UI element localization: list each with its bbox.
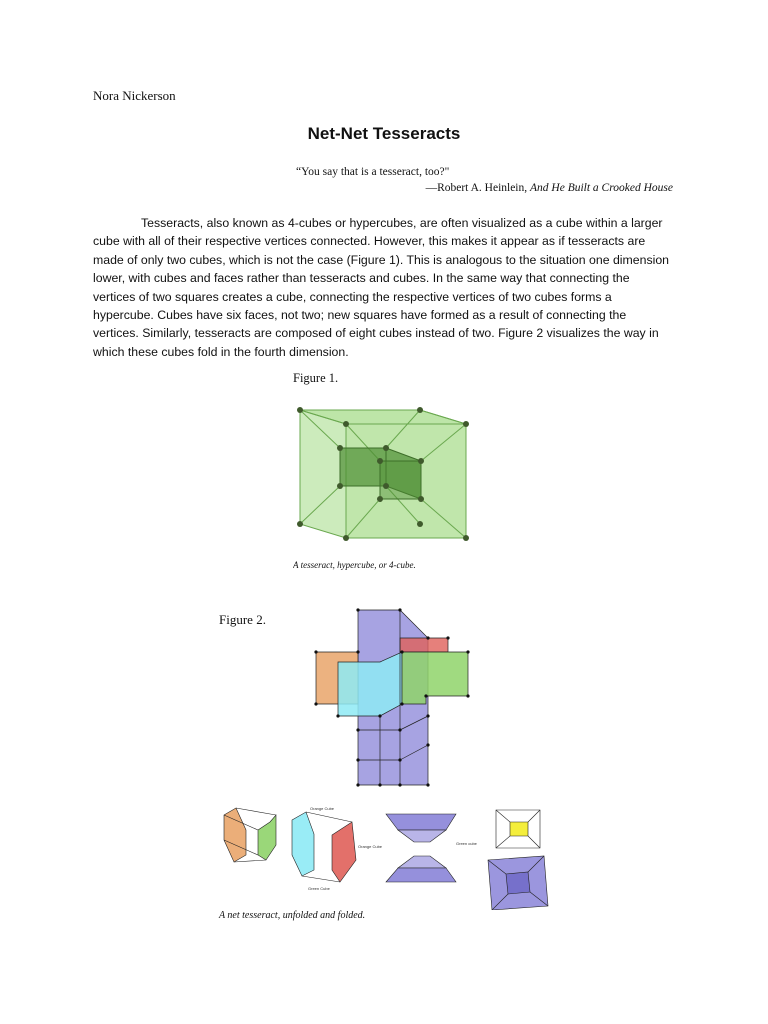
figure2-label: Figure 2. — [219, 612, 266, 627]
red-cube-shape — [400, 638, 448, 652]
author-name: Nora Nickerson — [93, 88, 176, 103]
attribution-author: —Robert A. Heinlein, — [425, 182, 531, 194]
document-title: Net-Net Tesseracts — [307, 124, 461, 143]
figure1-label: Figure 1. — [293, 371, 339, 385]
red-folded-shape — [332, 822, 356, 882]
body-paragraph: Tesseracts, also known as 4-cubes or hypercubes, are often visualized as a cube within a larger cube with all of their respective vertices connected. However, this makes it appear as if tesseracts are made of only two cubes, which is not the case (Figure 1). This is analogous to the situation one dimension lower, with cubes and faces rather than tesseracts and cubes. In the same way that connecting the vertices of two squares creates a cube, connecting the respective vertices of two cubes forms a hypercube. Cubes have six faces, not two; new squares have formed as a result of connecting the vertices. Similarly, tesseracts are composed of eight cubes instead of two. Figure 2 visualizes the way in which these cubes fold in the fourth dimension. — [93, 216, 669, 359]
green-cube-label-bottom: Green Cube — [308, 886, 330, 891]
figure2-net-image — [300, 600, 480, 790]
orange-cube-label-side: Orange Cube — [358, 844, 383, 849]
purple-top-shape — [386, 814, 456, 830]
figure1-caption: A tesseract, hypercube, or 4-cube. — [293, 560, 416, 570]
epigraph-attribution — [426, 182, 673, 194]
orange-folded-shape — [224, 808, 246, 862]
attribution-work: And He Built a Crooked House — [530, 182, 673, 194]
figure2-caption: A net tesseract, unfolded and folded. — [219, 910, 366, 921]
green-cube-label-side: Green cube — [456, 841, 477, 846]
purple-bottom-shape — [386, 868, 456, 882]
green-folded-shape — [258, 815, 276, 860]
figure1-tesseract-image — [290, 398, 480, 548]
epigraph-quote: “You say that is a tesseract, too?" — [296, 166, 450, 178]
orange-cube-label-top: Orange Cube — [310, 806, 335, 811]
figure2-folding-sequence-image — [210, 800, 550, 910]
green-cube-shape — [402, 652, 468, 704]
cyan-folded-shape — [292, 812, 314, 876]
